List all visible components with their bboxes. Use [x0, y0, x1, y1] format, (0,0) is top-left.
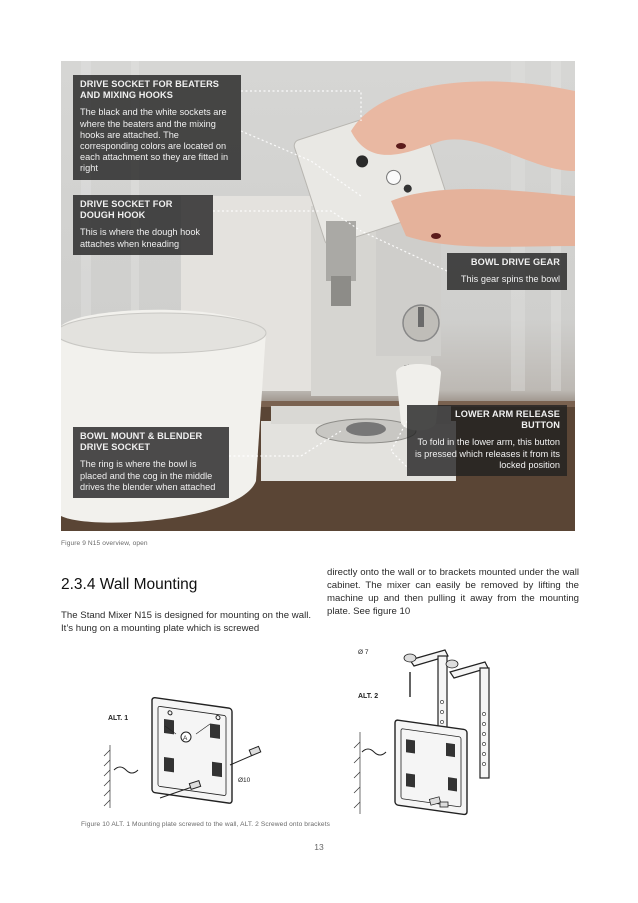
callout-heading: BOWL DRIVE GEAR — [470, 257, 560, 267]
alt2-label: ALT. 2 — [358, 693, 379, 700]
callout-heading: BOWL MOUNT & BLENDER DRIVE SOCKET — [80, 431, 203, 453]
alt1-label: ALT. 1 — [108, 715, 129, 722]
mixer-overview-photo — [61, 61, 575, 531]
callout-text: This is where the dough hook attaches when kneading — [80, 227, 201, 249]
figure-9-caption: Figure 9 N15 overview, open — [61, 540, 148, 547]
callout-drive-socket-beaters — [73, 75, 241, 180]
callout-text: The ring is where the bowl is placed and the cog in the middle drives the blender when attached — [80, 459, 216, 492]
callout-heading: LOWER ARM RELEASE BUTTON — [455, 409, 560, 431]
callout-bowl-drive-gear — [447, 253, 567, 290]
section-title: 2.3.4 Wall Mounting — [61, 576, 198, 593]
figure-10-caption: Figure 10 ALT. 1 Mounting plate screwed to the wall, ALT. 2 Screwed onto brackets — [81, 821, 331, 828]
callout-bowl-mount — [73, 427, 229, 498]
paragraph-left: The Stand Mixer N15 is designed for mounting on the wall. It’s hung on a mounting plate which is screwed — [61, 610, 311, 634]
callout-text: To fold in the lower arm, this button is pressed which releases it from its locked position — [414, 437, 560, 470]
callout-lower-arm-release — [407, 405, 567, 476]
callout-text: The black and the white sockets are where the beaters and the mixing hooks are attached. The corresponding colors are located on each attachment so they are fitted in right — [80, 107, 229, 174]
page-number: 13 — [314, 842, 324, 852]
callout-heading: DRIVE SOCKET FOR DOUGH HOOK — [80, 199, 173, 221]
callout-text: This gear spins the bowl — [460, 274, 560, 285]
callout-heading: DRIVE SOCKET FOR BEATERS AND MIXING HOOKS — [80, 79, 220, 101]
alt1-wall-mount-diagram — [100, 690, 280, 815]
alt2-bracket-mount-diagram — [340, 642, 500, 817]
paragraph-right: directly onto the wall or to brackets mounted under the wall cabinet. The mixer can easily be removed by lifting the machine up and then pulling it away from the mounting plate. See figure 10 — [327, 567, 579, 617]
alt2-diameter-label: Ø 7 — [358, 649, 369, 656]
callout-drive-socket-dough-hook — [73, 195, 213, 255]
alt1-part-a-label: A — [183, 735, 188, 742]
alt1-diameter-label: Ø10 — [238, 777, 251, 784]
